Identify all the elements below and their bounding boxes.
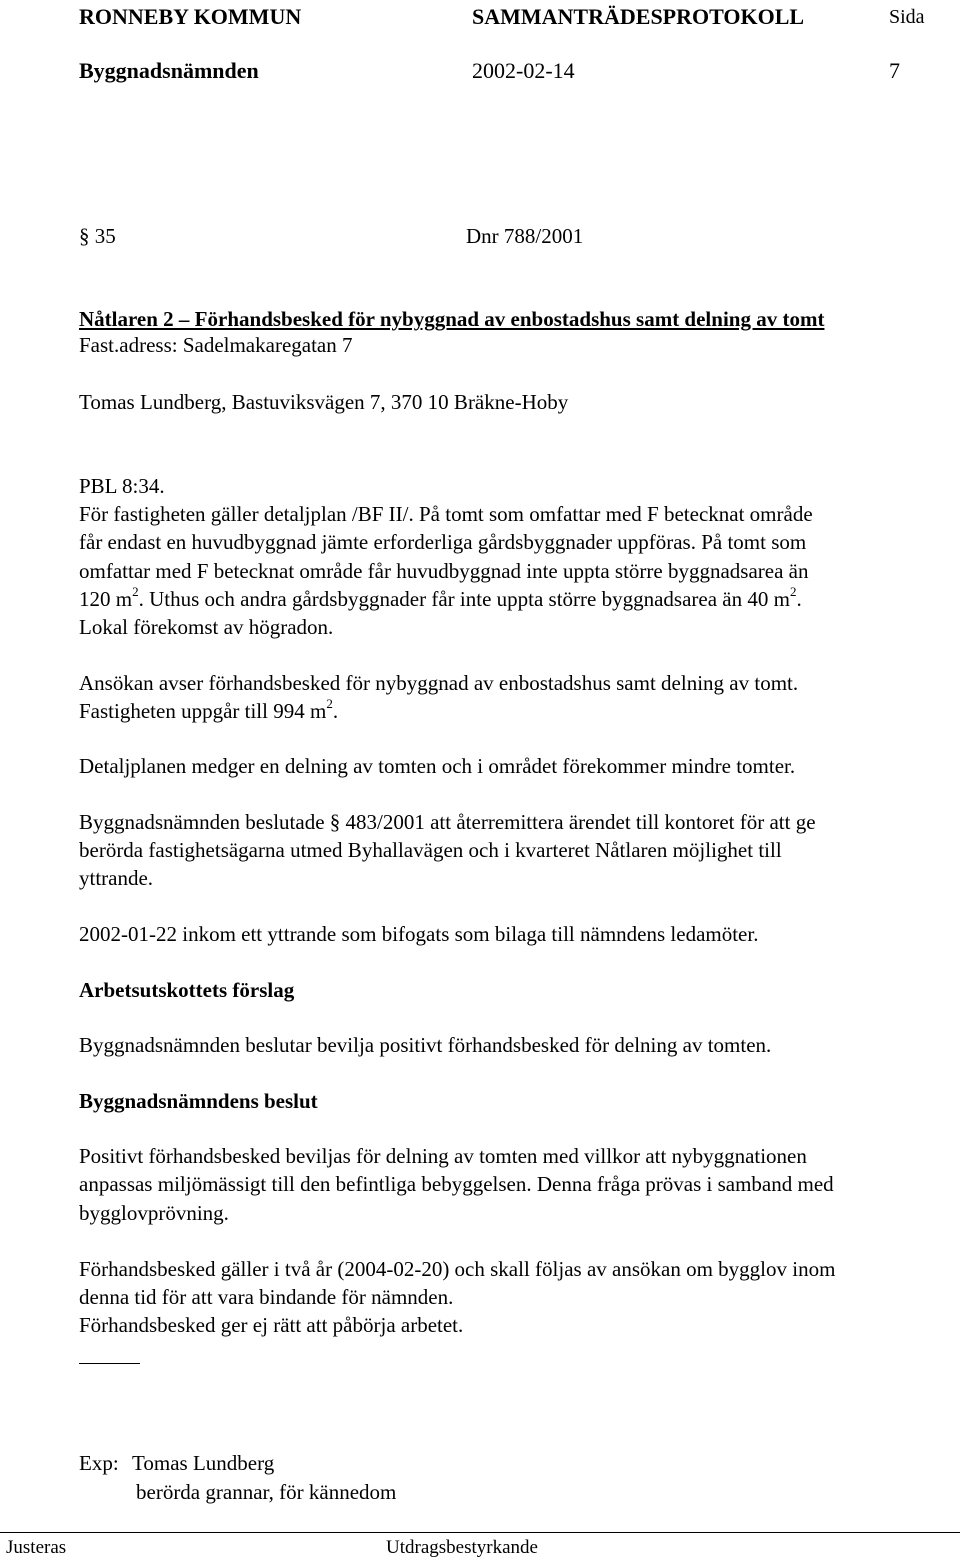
validity-line-2: denna tid för att vara bindande för nämnden. (79, 1285, 454, 1309)
footer-rule (0, 1532, 960, 1533)
org-name: RONNEBY KOMMUN (79, 4, 302, 29)
footer-utdragsbestyrkande: Utdragsbestyrkande (386, 1537, 538, 1558)
section-symbol: § (329, 810, 341, 834)
pbl-line-1: PBL 8:34. (79, 474, 165, 498)
expedition-recipient-2: berörda grannar, för kännedom (136, 1480, 397, 1504)
separator-rule (79, 1363, 140, 1364)
pbl-line-6: Lokal förekomst av högradon. (79, 615, 334, 639)
proposal-text: Byggnadsnämnden beslutar bevilja positivt förhandsbesked för delning av tomten. (79, 1033, 772, 1057)
case-title: Nåtlaren 2 – Förhandsbesked för nybyggnad av enbostadshus samt delning av tomt (79, 307, 825, 331)
page-label: Sida (889, 6, 925, 28)
prior-decision-line-3: yttrande. (79, 866, 154, 890)
section-symbol: § (79, 224, 90, 248)
page-number: 7 (889, 58, 900, 83)
expedition-label: Exp: (79, 1451, 119, 1475)
section-number: § 35 (79, 224, 116, 248)
decision-line-3: bygglovprövning. (79, 1201, 229, 1225)
decision-line-1: Positivt förhandsbesked beviljas för delning av tomten med villkor att nybyggnationen (79, 1144, 807, 1168)
validity-line-3: Förhandsbesked ger ej rätt att påbörja arbetet. (79, 1313, 464, 1337)
application-line-1: Ansökan avser förhandsbesked för nybyggnad av enbostadshus samt delning av tomt. (79, 671, 799, 695)
footer-justeras: Justeras (6, 1537, 67, 1558)
pbl-line-5: 120 $m^2$. Uthus och andra gårdsbyggnader får inte uppta större byggnadsarea än 40 $m^2$. (79, 584, 802, 611)
prior-decision-line-1: Byggnadsnämnden beslutade § 483/2001 att återremittera ärendet till kontoret för att ge (79, 810, 816, 834)
meeting-date: 2002-02-14 (472, 58, 575, 83)
validity-line-1: Förhandsbesked gäller i två år (2004-02-20) och skall följas av ansökan om bygglov inom (79, 1257, 836, 1281)
pbl-line-4: omfattar med F betecknat område får huvudbyggnad inte uppta större byggnadsarea än (79, 559, 809, 583)
detailplan-text: Detaljplanen medger en delning av tomten och i området förekommer mindre tomter. (79, 754, 796, 778)
decision-line-2: anpassas miljömässigt till den befintliga bebyggelsen. Denna fråga prövas i samband med (79, 1172, 834, 1196)
application-line-2: Fastigheten uppgår till 994 $m^2$. (79, 696, 339, 723)
pbl-line-3: får endast en huvudbyggnad jämte erforderliga gårdsbyggnader uppföras. På tomt som (79, 530, 807, 554)
decision-heading: Byggnadsnämndens beslut (79, 1089, 318, 1113)
applicant: Tomas Lundberg, Bastuviksvägen 7, 370 10 Bräkne-Hoby (79, 390, 569, 414)
proposal-heading: Arbetsutskottets förslag (79, 978, 295, 1002)
dnr: Dnr 788/2001 (466, 224, 584, 248)
property-address: Fast.adress: Sadelmakaregatan 7 (79, 333, 353, 357)
pbl-line-2: För fastigheten gäller detaljplan /BF II/. På tomt som omfattar med F betecknat område (79, 502, 813, 526)
prior-decision-line-2: berörda fastighetsägarna utmed Byhallavägen och i kvarteret Nåtlaren möjlighet till (79, 838, 782, 862)
doc-type: SAMMANTRÄDESPROTOKOLL (472, 4, 805, 29)
received-statement: 2002-01-22 inkom ett yttrande som bifogats som bilaga till nämndens ledamöter. (79, 922, 759, 946)
expedition-recipient-1: Tomas Lundberg (132, 1451, 275, 1475)
committee-name: Byggnadsnämnden (79, 58, 259, 83)
